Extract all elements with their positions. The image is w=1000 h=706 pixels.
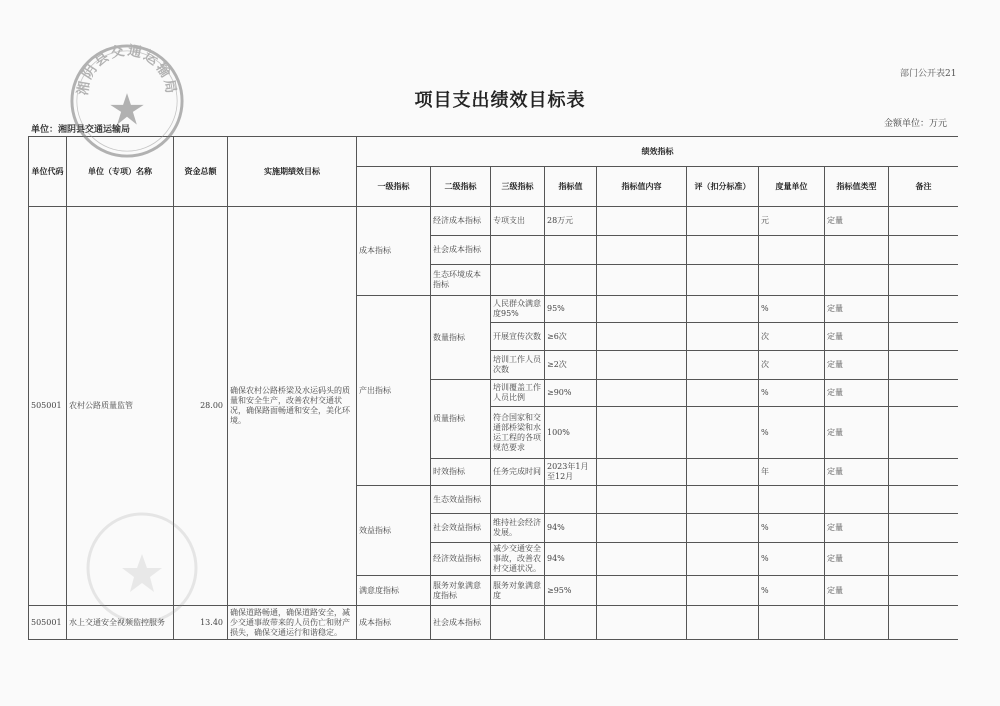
project1-funds: 28.00 bbox=[174, 207, 228, 606]
level3-cell: 服务对象满意度 bbox=[491, 576, 545, 606]
content-cell bbox=[597, 543, 687, 576]
header-unit-code: 单位代码 bbox=[29, 137, 67, 207]
remark-cell bbox=[889, 207, 959, 236]
project1-goal: 确保农村公路桥梁及水运码头的质量和安全生产，改善农村交通状况，确保路面畅通和安全，美化环境。 bbox=[228, 207, 357, 606]
measure-unit-cell: 次 bbox=[759, 351, 825, 380]
remark-cell bbox=[889, 323, 959, 351]
criteria-cell bbox=[687, 236, 759, 265]
value-cell bbox=[545, 486, 597, 514]
page-title: 项目支出绩效目标表 bbox=[414, 90, 586, 111]
measure-unit-cell bbox=[759, 236, 825, 265]
criteria-cell bbox=[687, 323, 759, 351]
value-cell: 100% bbox=[545, 407, 597, 459]
value-type-cell: 定量 bbox=[825, 351, 889, 380]
value-cell: ≥6次 bbox=[545, 323, 597, 351]
header-total-funds: 资金总额 bbox=[174, 137, 228, 207]
level3-cell: 专项支出 bbox=[491, 207, 545, 236]
level3-cell bbox=[491, 236, 545, 265]
level1-output: 产出指标 bbox=[357, 296, 431, 486]
header-value-type: 指标值类型 bbox=[825, 167, 889, 207]
header-level1: 一级指标 bbox=[357, 167, 431, 207]
level3-cell: 培训覆盖工作人员比例 bbox=[491, 380, 545, 407]
value-type-cell bbox=[825, 486, 889, 514]
measure-unit-cell bbox=[759, 265, 825, 296]
value-type-cell bbox=[825, 236, 889, 265]
project2-name: 水上交通安全视频监控服务 bbox=[67, 606, 174, 640]
value-cell: 2023年1月至12月 bbox=[545, 459, 597, 486]
performance-table-wrapper bbox=[28, 136, 958, 648]
content-cell bbox=[597, 486, 687, 514]
measure-unit-cell: % bbox=[759, 296, 825, 323]
measure-unit-cell: % bbox=[759, 576, 825, 606]
header-goal: 实施期绩效目标 bbox=[228, 137, 357, 207]
value-cell: 28万元 bbox=[545, 207, 597, 236]
level2-quantity: 数量指标 bbox=[431, 296, 491, 380]
measure-unit-cell: % bbox=[759, 407, 825, 459]
form-number: 部门公开表21 bbox=[900, 69, 957, 79]
remark-cell bbox=[889, 543, 959, 576]
criteria-cell bbox=[687, 486, 759, 514]
value-cell bbox=[545, 236, 597, 265]
criteria-cell bbox=[687, 265, 759, 296]
header-level2: 二级指标 bbox=[431, 167, 491, 207]
content-cell bbox=[597, 207, 687, 236]
level2-cell: 经济成本指标 bbox=[431, 207, 491, 236]
content-cell bbox=[597, 407, 687, 459]
value-cell bbox=[545, 265, 597, 296]
level3-cell: 培训工作人员次数 bbox=[491, 351, 545, 380]
value-cell: ≥2次 bbox=[545, 351, 597, 380]
project1-name: 农村公路质量监管 bbox=[67, 207, 174, 606]
remark-cell bbox=[889, 576, 959, 606]
level3-cell bbox=[491, 486, 545, 514]
measure-unit-cell bbox=[759, 486, 825, 514]
table-row bbox=[29, 606, 959, 640]
value-type-cell: 定量 bbox=[825, 543, 889, 576]
level2-cell: 社会效益指标 bbox=[431, 514, 491, 543]
level3-cell bbox=[491, 606, 545, 640]
remark-cell bbox=[889, 236, 959, 265]
header-measure-unit: 度量单位 bbox=[759, 167, 825, 207]
remark-cell bbox=[889, 296, 959, 323]
project1-code: 505001 bbox=[29, 207, 67, 606]
amount-unit-label: 金额单位：万元 bbox=[884, 119, 948, 129]
measure-unit-cell: % bbox=[759, 380, 825, 407]
header-performance-indicators: 绩效指标 bbox=[357, 137, 959, 167]
value-cell: 94% bbox=[545, 514, 597, 543]
criteria-cell bbox=[687, 576, 759, 606]
content-cell bbox=[597, 576, 687, 606]
level3-cell: 维持社会经济发展。 bbox=[491, 514, 545, 543]
level2-cell: 生态效益指标 bbox=[431, 486, 491, 514]
value-cell: ≥90% bbox=[545, 380, 597, 407]
criteria-cell bbox=[687, 351, 759, 380]
level2-cell: 时效指标 bbox=[431, 459, 491, 486]
measure-unit-cell: 年 bbox=[759, 459, 825, 486]
value-type-cell: 定量 bbox=[825, 514, 889, 543]
level1-benefit: 效益指标 bbox=[357, 486, 431, 576]
criteria-cell bbox=[687, 606, 759, 640]
measure-unit-cell: % bbox=[759, 514, 825, 543]
header-unit-name: 单位（专项）名称 bbox=[67, 137, 174, 207]
level3-cell bbox=[491, 265, 545, 296]
value-type-cell bbox=[825, 606, 889, 640]
value-type-cell: 定量 bbox=[825, 207, 889, 236]
header-value-content: 指标值内容 bbox=[597, 167, 687, 207]
remark-cell bbox=[889, 459, 959, 486]
content-cell bbox=[597, 380, 687, 407]
criteria-cell bbox=[687, 207, 759, 236]
value-type-cell: 定量 bbox=[825, 459, 889, 486]
content-cell bbox=[597, 236, 687, 265]
level1-satisfaction: 满意度指标 bbox=[357, 576, 431, 606]
remark-cell bbox=[889, 380, 959, 407]
criteria-cell bbox=[687, 514, 759, 543]
level2-cell: 社会成本指标 bbox=[431, 236, 491, 265]
criteria-cell bbox=[687, 459, 759, 486]
seal-text: 湘阴县交通运输局 bbox=[75, 42, 179, 97]
remark-cell bbox=[889, 606, 959, 640]
criteria-cell bbox=[687, 380, 759, 407]
value-cell: 95% bbox=[545, 296, 597, 323]
criteria-cell bbox=[687, 407, 759, 459]
project2-level2: 社会成本指标 bbox=[431, 606, 491, 640]
remark-cell bbox=[889, 486, 959, 514]
remark-cell bbox=[889, 265, 959, 296]
content-cell bbox=[597, 323, 687, 351]
measure-unit-cell bbox=[759, 606, 825, 640]
content-cell bbox=[597, 351, 687, 380]
project2-code: 505001 bbox=[29, 606, 67, 640]
value-type-cell: 定量 bbox=[825, 380, 889, 407]
level2-cell: 服务对象满意度指标 bbox=[431, 576, 491, 606]
level1-cost: 成本指标 bbox=[357, 207, 431, 296]
value-type-cell bbox=[825, 265, 889, 296]
header-level3: 三级指标 bbox=[491, 167, 545, 207]
criteria-cell bbox=[687, 296, 759, 323]
remark-cell bbox=[889, 514, 959, 543]
header-remark: 备注 bbox=[889, 167, 959, 207]
measure-unit-cell: 元 bbox=[759, 207, 825, 236]
value-cell: 94% bbox=[545, 543, 597, 576]
project2-goal: 确保道路畅通，确保道路安全，减少交通事故带来的人员伤亡和财产损失，确保交通运行和谐稳定。 bbox=[228, 606, 357, 640]
measure-unit-cell: 次 bbox=[759, 323, 825, 351]
level3-cell: 符合国家和交通部桥梁和水运工程的各项规范要求 bbox=[491, 407, 545, 459]
content-cell bbox=[597, 514, 687, 543]
remark-cell bbox=[889, 351, 959, 380]
value-cell: ≥95% bbox=[545, 576, 597, 606]
project2-funds: 13.40 bbox=[174, 606, 228, 640]
measure-unit-cell: % bbox=[759, 543, 825, 576]
criteria-cell bbox=[687, 543, 759, 576]
value-cell bbox=[545, 606, 597, 640]
value-type-cell: 定量 bbox=[825, 407, 889, 459]
project2-level1: 成本指标 bbox=[357, 606, 431, 640]
content-cell bbox=[597, 265, 687, 296]
level2-quality: 质量指标 bbox=[431, 380, 491, 459]
level2-cell: 生态环境成本指标 bbox=[431, 265, 491, 296]
header-value: 指标值 bbox=[545, 167, 597, 207]
level3-cell: 减少交通安全事故，改善农村交通状况。 bbox=[491, 543, 545, 576]
level3-cell: 开展宣传次数 bbox=[491, 323, 545, 351]
unit-label: 单位：湘阴县交通运输局 bbox=[31, 125, 131, 135]
value-type-cell: 定量 bbox=[825, 576, 889, 606]
content-cell bbox=[597, 459, 687, 486]
level3-cell: 人民群众满意度95% bbox=[491, 296, 545, 323]
content-cell bbox=[597, 606, 687, 640]
remark-cell bbox=[889, 407, 959, 459]
level3-cell: 任务完成时间 bbox=[491, 459, 545, 486]
level2-cell: 经济效益指标 bbox=[431, 543, 491, 576]
value-type-cell: 定量 bbox=[825, 323, 889, 351]
performance-table bbox=[28, 136, 958, 640]
header-criteria: 评（扣分标准） bbox=[687, 167, 759, 207]
table-row bbox=[29, 207, 959, 236]
content-cell bbox=[597, 296, 687, 323]
value-type-cell: 定量 bbox=[825, 296, 889, 323]
